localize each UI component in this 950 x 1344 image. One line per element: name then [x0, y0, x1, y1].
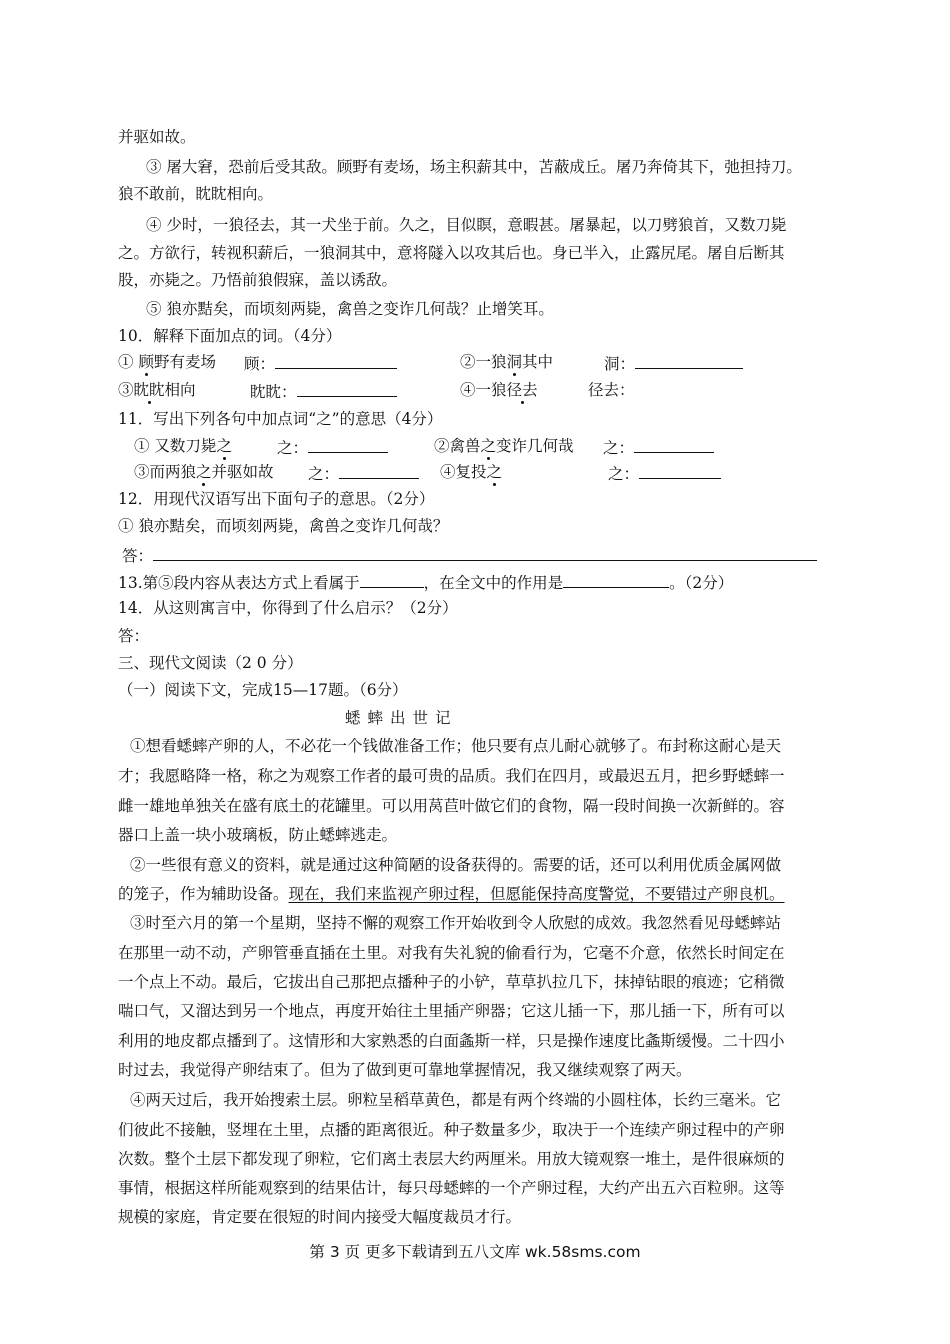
article-paragraph-1: ①想看蟋蟀产卵的人，不必花一个钱做准备工作；他只要有点儿耐心就够了。布封称这耐心是天 [130, 737, 782, 755]
underlined-sentence: 现在，我们来监视产卵过程，但愿能保持高度警觉，不要错过产卵良机。 [288, 885, 785, 903]
article-paragraph-4-cont: 事情，根据这样所能观察到的结果估计，每只母蟋蟀的一个产卵过程，大约产出五六百粒卵。这等 [118, 1179, 785, 1197]
question-13: 13.第⑤段内容从表达方式上看属于 ，在全文中的作用是 。（2分） [118, 571, 733, 593]
question-11-label-2: 之： [603, 436, 714, 458]
question-10-item-1: ① 顾野有麦场 [118, 353, 216, 371]
question-12-sentence: ① 狼亦黠矣，而顷刻两毙，禽兽之变诈几何哉？ [118, 517, 449, 535]
answer-blank[interactable] [634, 436, 714, 453]
passage-paragraph-4-cont: 股，亦毙之。乃悟前狼假寐，盖以诱敌。 [118, 271, 398, 289]
answer-blank[interactable] [308, 436, 388, 453]
article-paragraph-4-cont: 规模的家庭，肯定要在很短的时间内接受大幅度裁员才行。 [118, 1208, 522, 1226]
article-paragraph-3: ③时至六月的第一个星期，坚持不懈的观察工作开始收到令人欣慰的成效。我忽然看见母蟋蟀站 [130, 914, 782, 932]
passage-paragraph-5: ⑤ 狼亦黠矣，而顷刻两毙，禽兽之变诈几何哉？止增笑耳。 [146, 300, 554, 318]
passage-paragraph-4-cont: 之。方欲行，转视积薪后，一狼洞其中，意将隧入以攻其后也。身已半入，止露尻尾。屠自后断其 [118, 244, 785, 262]
question-10-label-3: 眈眈： [250, 380, 397, 402]
question-11-item-2: ②禽兽之变诈几何哉 [434, 437, 574, 455]
article-title: 蟋蟀出世记 [345, 709, 458, 727]
article-paragraph-3-cont: 时过去，我觉得产卵结束了。但为了做到更可靠地掌握情况，我又继续观察了两天。 [118, 1061, 692, 1079]
answer-blank[interactable] [639, 462, 721, 479]
question-10-item-4: ④一狼径去 [460, 381, 538, 399]
question-10-label-4: 径去： [588, 381, 635, 399]
question-10-label-2: 洞： [604, 352, 743, 374]
passage-paragraph-4: ④ 少时，一狼径去，其一犬坐于前。久之，目似瞑，意暇甚。屠暴起，以刀劈狼首，又数刀毙 [146, 216, 787, 234]
page-footer: 第 3 页 更多下载请到五八文库 wk.58sms.com [309, 1243, 641, 1261]
answer-blank[interactable] [153, 544, 817, 561]
question-11-item-4: ④复投之 [440, 463, 503, 481]
question-11-stem: 11．写出下列各句中加点词“之”的意思（4分） [118, 410, 443, 428]
question-14-stem: 14．从这则寓言中，你得到了什么启示？（2分） [118, 599, 458, 617]
answer-blank[interactable] [275, 352, 397, 369]
article-paragraph-3-cont: 一个点上不动。最后，它拔出自己那把点播种子的小铲，草草扒拉几下，抹掉钻眼的痕迹；它稍微 [118, 973, 785, 991]
passage-line: 并驱如故。 [118, 128, 196, 146]
article-paragraph-2: ②一些很有意义的资料，就是通过这种简陋的设备获得的。需要的话，还可以利用优质金属网做 [130, 856, 782, 874]
answer-blank[interactable] [563, 571, 669, 588]
passage-paragraph-3: ③ 屠大窘，恐前后受其敌。顾野有麦场，场主积薪其中，苫蔽成丘。屠乃奔倚其下，弛担持刀。 [146, 158, 802, 176]
question-10-stem: 10．解释下面加点的词。（4分） [118, 327, 342, 345]
question-11-label-4: 之： [608, 462, 721, 484]
section-3-subheading: （一）阅读下文，完成15—17题。（6分） [118, 681, 408, 699]
article-paragraph-1-cont: 才；我愿略降一格，称之为观察工作者的最可贵的品质。我们在四月，或最迟五月，把乡野蟋蟀一 [118, 767, 785, 785]
article-paragraph-2-cont: 的笼子，作为辅助设备。现在，我们来监视产卵过程，但愿能保持高度警觉，不要错过产卵良机。 [118, 885, 785, 903]
question-12-stem: 12．用现代汉语写出下面句子的意思。（2分） [118, 490, 435, 508]
question-11-item-3: ③而两狼之并驱如故 [134, 463, 274, 481]
passage-paragraph-3-cont: 狼不敢前，眈眈相向。 [118, 185, 274, 203]
answer-blank[interactable] [297, 380, 397, 397]
answer-blank[interactable] [339, 462, 419, 479]
article-paragraph-4-cont: 们彼此不接触，竖埋在土里，点播的距离很近。种子数量多少，取决于一个连续产卵过程中的产卵 [118, 1121, 785, 1139]
article-paragraph-4-cont: 次数。整个土层下都发现了卵粒，它们离土表层大约两厘米。用放大镜观察一堆土，是件很麻烦的 [118, 1150, 785, 1168]
question-10-item-3: ③眈眈相向 [118, 381, 196, 399]
question-10-item-2: ②一狼洞其中 [460, 353, 554, 371]
article-paragraph-1-cont: 雌一雄地单独关在盛有底土的花罐里。可以用莴苣叶做它们的食物，隔一段时间换一次新鲜的。容 [118, 797, 785, 815]
question-11-item-1: ① 又数刀毙之 [134, 437, 232, 455]
section-3-heading: 三、现代文阅读（2 0 分） [118, 654, 303, 672]
article-paragraph-3-cont: 利用的地皮都点播到了。这情形和大家熟悉的白面螽斯一样，只是操作速度比螽斯缓慢。二十四小 [118, 1032, 785, 1050]
question-10-label-1: 顾： [244, 352, 397, 374]
question-12-answer-line: 答： [122, 544, 817, 566]
question-11-label-1: 之： [277, 436, 388, 458]
question-11-label-3: 之： [308, 462, 419, 484]
article-paragraph-3-cont: 喘口气，又溜达到另一个地点，再度开始往土里插产卵器；它这儿插一下，那儿插一下，所有可以 [118, 1002, 785, 1020]
question-14-answer-label: 答： [118, 627, 150, 645]
answer-blank[interactable] [635, 352, 743, 369]
answer-blank[interactable] [360, 571, 424, 588]
article-paragraph-1-cont: 器口上盖一块小玻璃板，防止蟋蟀逃走。 [118, 826, 398, 844]
article-paragraph-4: ④两天过后，我开始搜索土层。卵粒呈稻草黄色，都是有两个终端的小圆柱体，长约三毫米。它 [130, 1091, 782, 1109]
article-paragraph-3-cont: 在那里一动不动，产卵管垂直插在土里。对我有失礼貌的偷看行为，它毫不介意，依然长时间定在 [118, 944, 785, 962]
